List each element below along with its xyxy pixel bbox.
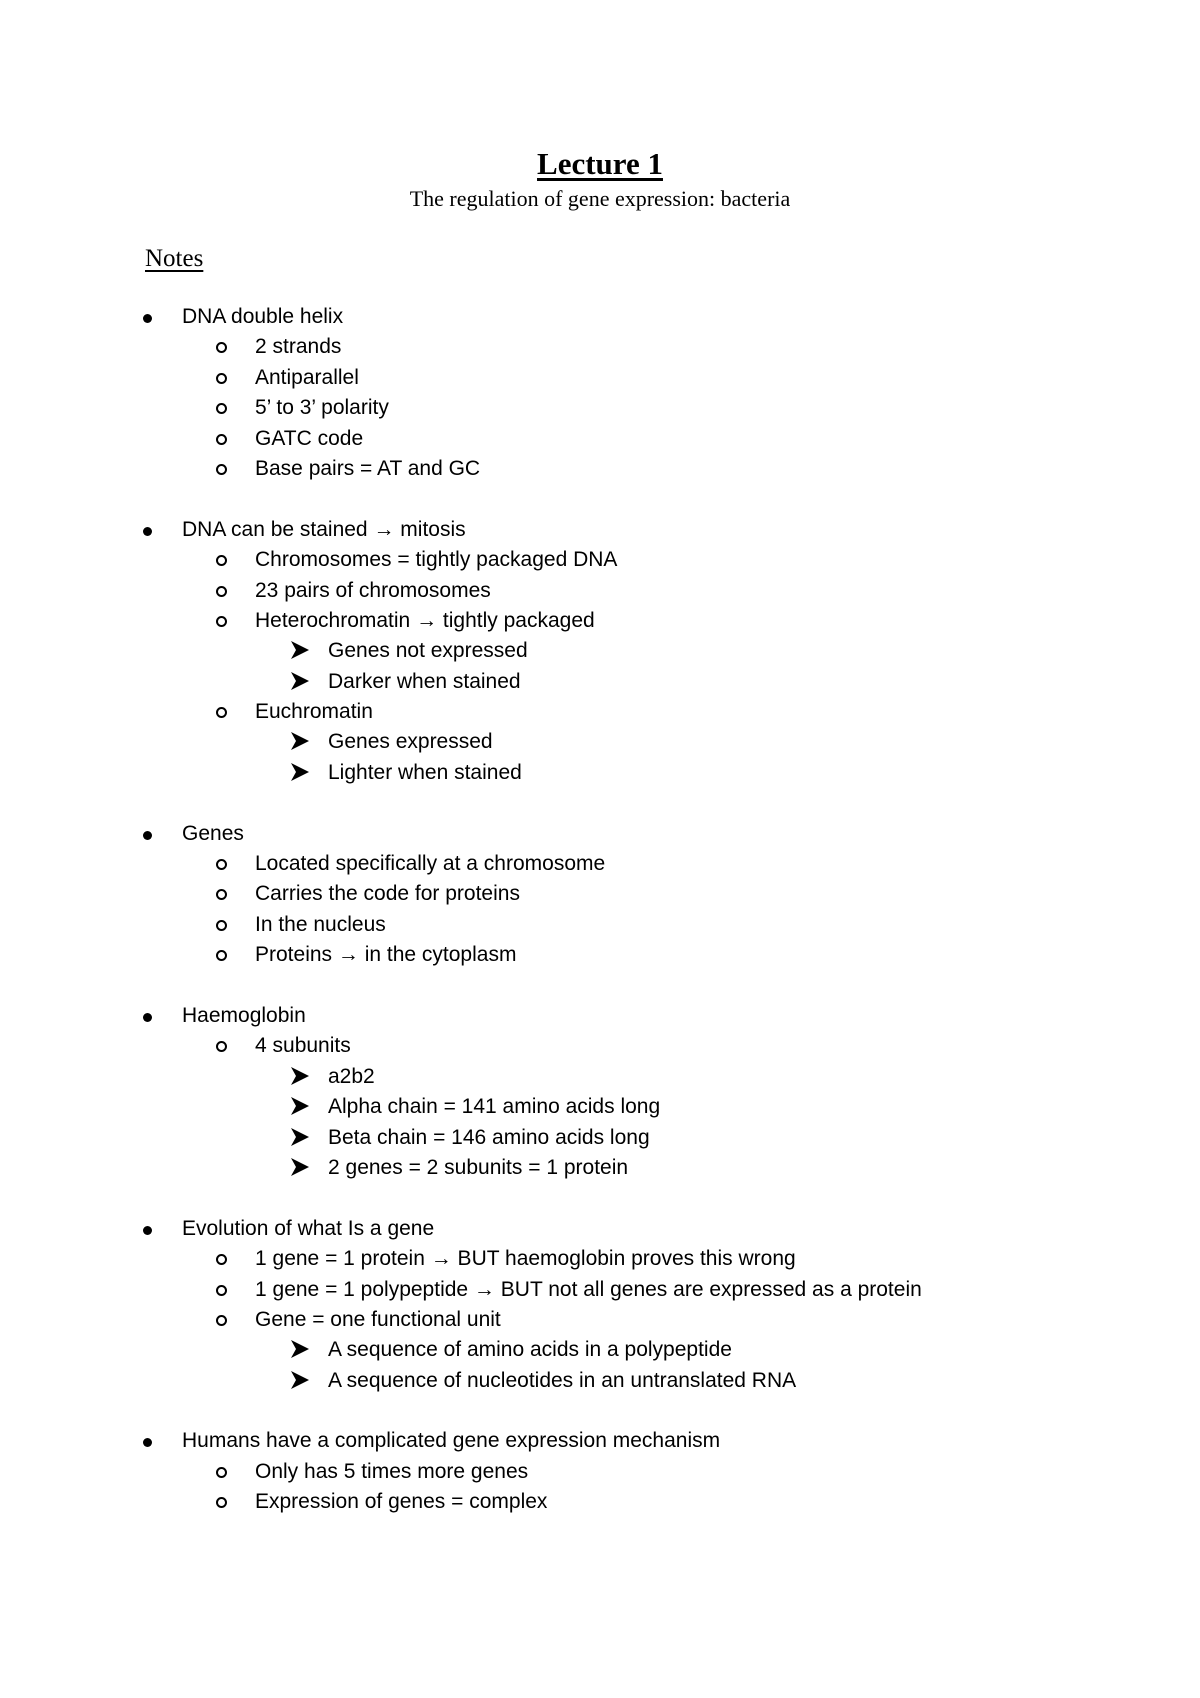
- hollow-bullet-icon: [216, 940, 227, 970]
- list-item-text: 2 strands: [255, 335, 342, 359]
- hollow-bullet-icon: [216, 576, 227, 606]
- arrowhead-bullet-icon: [290, 1153, 310, 1186]
- list-item: [0, 727, 1200, 757]
- list-item: [0, 454, 1200, 484]
- hollow-bullet-icon: [216, 697, 227, 727]
- hollow-bullet-icon: [216, 1487, 227, 1517]
- list-item: [0, 849, 1200, 879]
- hollow-bullet-icon: [216, 910, 227, 940]
- hollow-bullet-icon: [216, 606, 227, 636]
- list-item-text: Evolution of what Is a gene: [182, 1216, 435, 1240]
- list-item-text: 1 gene = 1 polypeptide → BUT not all genes are expressed as a protein: [255, 1277, 922, 1301]
- hollow-bullet-icon: [216, 332, 227, 362]
- list-item: [0, 1123, 1200, 1153]
- filled-bullet-icon: [143, 302, 152, 332]
- filled-bullet-icon: [143, 1214, 152, 1244]
- filled-bullet-icon: [143, 1001, 152, 1031]
- list-item: [0, 1244, 1200, 1274]
- document-subtitle: The regulation of gene expression: bacteria: [409, 186, 791, 211]
- list-item: [0, 1305, 1200, 1335]
- list-item: [0, 1062, 1200, 1092]
- hollow-bullet-icon: [216, 393, 227, 423]
- list-item-text: Beta chain = 146 amino acids long: [328, 1125, 650, 1149]
- list-item: [0, 1092, 1200, 1122]
- list-item: [0, 1335, 1200, 1365]
- list-item: [0, 1153, 1200, 1183]
- list-item: [0, 302, 1200, 332]
- list-item-text: Genes expressed: [328, 730, 493, 754]
- list-spacer: [0, 1396, 1200, 1426]
- list-item-text: In the nucleus: [255, 912, 386, 936]
- list-item-text: Genes: [182, 821, 244, 845]
- list-item: [0, 363, 1200, 393]
- list-item: [0, 667, 1200, 697]
- list-item: [0, 1214, 1200, 1244]
- list-item: [0, 1031, 1200, 1061]
- list-item-text: Expression of genes = complex: [255, 1490, 548, 1514]
- list-item: [0, 697, 1200, 727]
- list-item: [0, 1001, 1200, 1031]
- list-spacer: [0, 1183, 1200, 1213]
- list-item-text: GATC code: [255, 426, 364, 450]
- arrowhead-bullet-icon: [290, 727, 310, 760]
- list-item-text: DNA double helix: [182, 305, 344, 328]
- list-item-text: Gene = one functional unit: [255, 1307, 501, 1331]
- arrowhead-bullet-icon: [290, 1335, 310, 1368]
- list-item-text: Antiparallel: [255, 365, 359, 389]
- hollow-bullet-icon: [216, 849, 227, 879]
- arrowhead-bullet-icon: [290, 1062, 310, 1095]
- list-item: [0, 940, 1200, 970]
- hollow-bullet-icon: [216, 1457, 227, 1487]
- list-item: [0, 515, 1200, 545]
- notes-heading: Notes: [145, 245, 204, 272]
- hollow-bullet-icon: [216, 454, 227, 484]
- list-item: [0, 879, 1200, 909]
- list-item-text: 23 pairs of chromosomes: [255, 578, 491, 602]
- list-spacer: [0, 788, 1200, 818]
- list-item: [0, 1426, 1200, 1456]
- list-item-text: Located specifically at a chromosome: [255, 852, 606, 876]
- notes-list: [0, 302, 1200, 1518]
- hollow-bullet-icon: [216, 1275, 227, 1305]
- list-item-text: Proteins → in the cytoplasm: [255, 943, 517, 967]
- list-item-text: DNA can be stained → mitosis: [182, 517, 466, 541]
- filled-bullet-icon: [143, 515, 152, 545]
- arrowhead-bullet-icon: [290, 636, 310, 669]
- hollow-bullet-icon: [216, 1244, 227, 1274]
- list-item-text: 2 genes = 2 subunits = 1 protein: [328, 1155, 629, 1179]
- arrowhead-bullet-icon: [290, 1092, 310, 1125]
- list-item: [0, 1275, 1200, 1305]
- hollow-bullet-icon: [216, 879, 227, 909]
- hollow-bullet-icon: [216, 424, 227, 454]
- list-item-text: Heterochromatin → tightly packaged: [255, 608, 595, 632]
- list-spacer: [0, 971, 1200, 1001]
- list-item: [0, 1366, 1200, 1396]
- arrowhead-bullet-icon: [290, 1366, 310, 1399]
- list-item: [0, 576, 1200, 606]
- list-item-text: Euchromatin: [255, 700, 373, 724]
- list-item-text: 5’ to 3’ polarity: [255, 396, 389, 420]
- list-item-text: Darker when stained: [328, 669, 521, 693]
- hollow-bullet-icon: [216, 1031, 227, 1061]
- list-item-text: Alpha chain = 141 amino acids long: [328, 1095, 661, 1119]
- list-item-text: Genes not expressed: [328, 639, 528, 663]
- filled-bullet-icon: [143, 1426, 152, 1456]
- list-item-text: A sequence of nucleotides in an untranslated RNA: [328, 1368, 797, 1392]
- list-item: [0, 393, 1200, 423]
- list-item-text: Chromosomes = tightly packaged DNA: [255, 548, 618, 572]
- list-item: [0, 819, 1200, 849]
- document-title: Lecture 1: [537, 146, 663, 181]
- list-item: [0, 424, 1200, 454]
- list-item: [0, 545, 1200, 575]
- arrowhead-bullet-icon: [290, 758, 310, 791]
- list-item: [0, 1487, 1200, 1517]
- list-item-text: 1 gene = 1 protein → BUT haemoglobin proves this wrong: [255, 1247, 796, 1271]
- list-item-text: Humans have a complicated gene expression mechanism: [182, 1429, 721, 1453]
- list-item-text: Haemoglobin: [182, 1003, 306, 1027]
- list-item-text: Lighter when stained: [328, 760, 522, 784]
- list-item: [0, 606, 1200, 636]
- list-item-text: Base pairs = AT and GC: [255, 456, 481, 480]
- list-spacer: [0, 484, 1200, 514]
- list-item-text: a2b2: [328, 1064, 375, 1088]
- list-item: [0, 910, 1200, 940]
- arrowhead-bullet-icon: [290, 1123, 310, 1156]
- list-item: [0, 636, 1200, 666]
- list-item: [0, 1457, 1200, 1487]
- list-item-text: A sequence of amino acids in a polypeptide: [328, 1338, 732, 1362]
- list-item: [0, 758, 1200, 788]
- hollow-bullet-icon: [216, 363, 227, 393]
- hollow-bullet-icon: [216, 545, 227, 575]
- arrowhead-bullet-icon: [290, 667, 310, 700]
- hollow-bullet-icon: [216, 1305, 227, 1335]
- list-item-text: 4 subunits: [255, 1034, 351, 1058]
- list-item-text: Only has 5 times more genes: [255, 1459, 529, 1483]
- list-item: [0, 332, 1200, 362]
- list-item-text: Carries the code for proteins: [255, 882, 520, 906]
- filled-bullet-icon: [143, 819, 152, 849]
